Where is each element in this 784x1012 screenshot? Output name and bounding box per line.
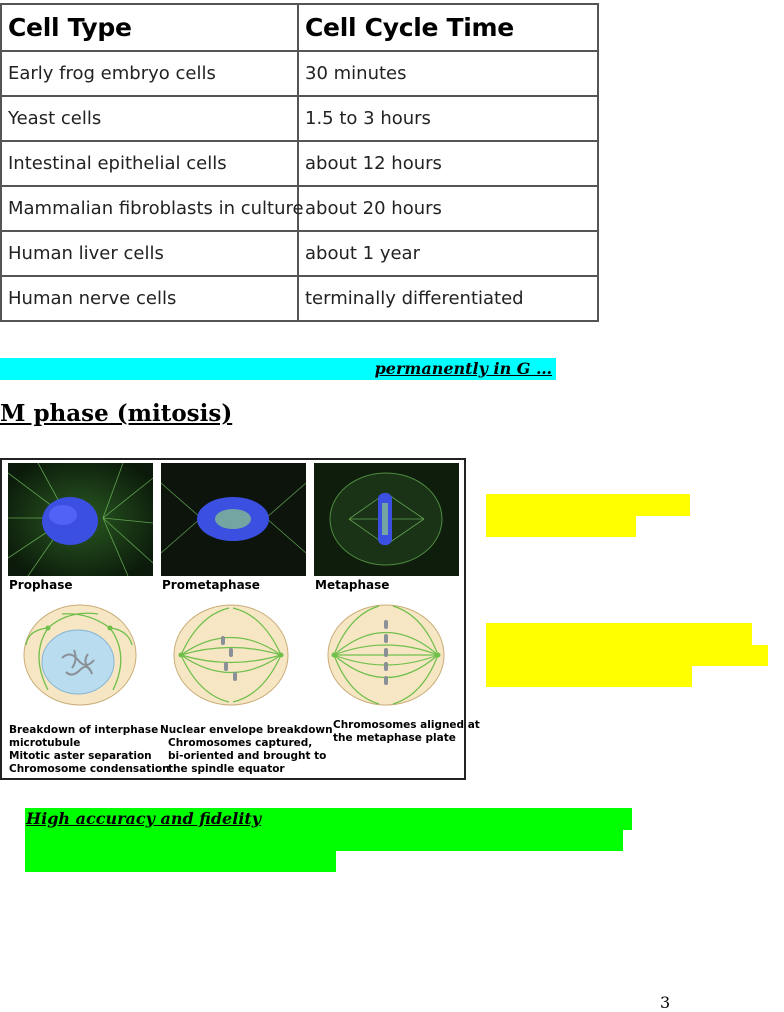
cell-type: Intestinal epithelial cells	[1, 141, 298, 186]
yellow-highlight-1a	[486, 494, 690, 516]
permanently-in-g-text: permanently in G …	[374, 359, 552, 378]
table-row	[1, 231, 598, 276]
metaphase-caption: Chromosomes aligned at the metaphase plate	[333, 719, 480, 744]
metaphase-diagram	[324, 600, 448, 724]
prometaphase-micrograph	[161, 463, 306, 576]
metaphase-micrograph	[314, 463, 459, 576]
table-row	[1, 96, 598, 141]
cell-type: Human liver cells	[1, 231, 298, 276]
mitosis-figure	[0, 458, 480, 780]
cycle-time: about 12 hours	[298, 141, 598, 186]
cell-type: Human nerve cells	[1, 276, 298, 321]
fidelity-text: High accuracy and fidelity	[26, 809, 262, 828]
header-cycle-time: Cell Cycle Time	[298, 4, 598, 51]
yellow-highlight-2a	[486, 623, 752, 645]
cell-type: Mammalian fibroblasts in culture	[1, 186, 298, 231]
prophase-title: Prophase	[9, 578, 73, 592]
green-highlight-3	[25, 851, 336, 872]
cycle-time: 1.5 to 3 hours	[298, 96, 598, 141]
cycle-time: about 1 year	[298, 231, 598, 276]
prometaphase-diagram	[169, 600, 293, 724]
yellow-highlight-2c	[486, 666, 692, 687]
table-row	[1, 141, 598, 186]
prophase-diagram	[18, 600, 142, 724]
table-row	[1, 51, 598, 96]
cell-type: Early frog embryo cells	[1, 51, 298, 96]
table-header-row	[1, 4, 598, 51]
prometaphase-caption: Nuclear envelope breakdown Chromosomes captured, bi-oriented and brought to the spindle equator	[160, 724, 333, 775]
table-row	[1, 186, 598, 231]
prometaphase-title: Prometaphase	[162, 578, 260, 592]
yellow-highlight-1b	[486, 516, 636, 537]
cell-type: Yeast cells	[1, 96, 298, 141]
cyan-highlight-bar	[0, 358, 556, 380]
green-highlight-2	[25, 830, 623, 851]
cycle-time: 30 minutes	[298, 51, 598, 96]
cell-cycle-table	[0, 3, 599, 322]
table-row	[1, 276, 598, 321]
prophase-caption: Breakdown of interphase microtubule Mitotic aster separation Chromosome condensation	[9, 724, 170, 775]
page-number: 3	[660, 993, 671, 1012]
header-cell-type: Cell Type	[1, 4, 298, 51]
metaphase-title: Metaphase	[315, 578, 390, 592]
section-heading: M phase (mitosis)	[0, 400, 233, 427]
cycle-time: terminally differentiated	[298, 276, 598, 321]
prophase-micrograph	[8, 463, 153, 576]
cycle-time: about 20 hours	[298, 186, 598, 231]
yellow-highlight-2b	[486, 645, 768, 666]
